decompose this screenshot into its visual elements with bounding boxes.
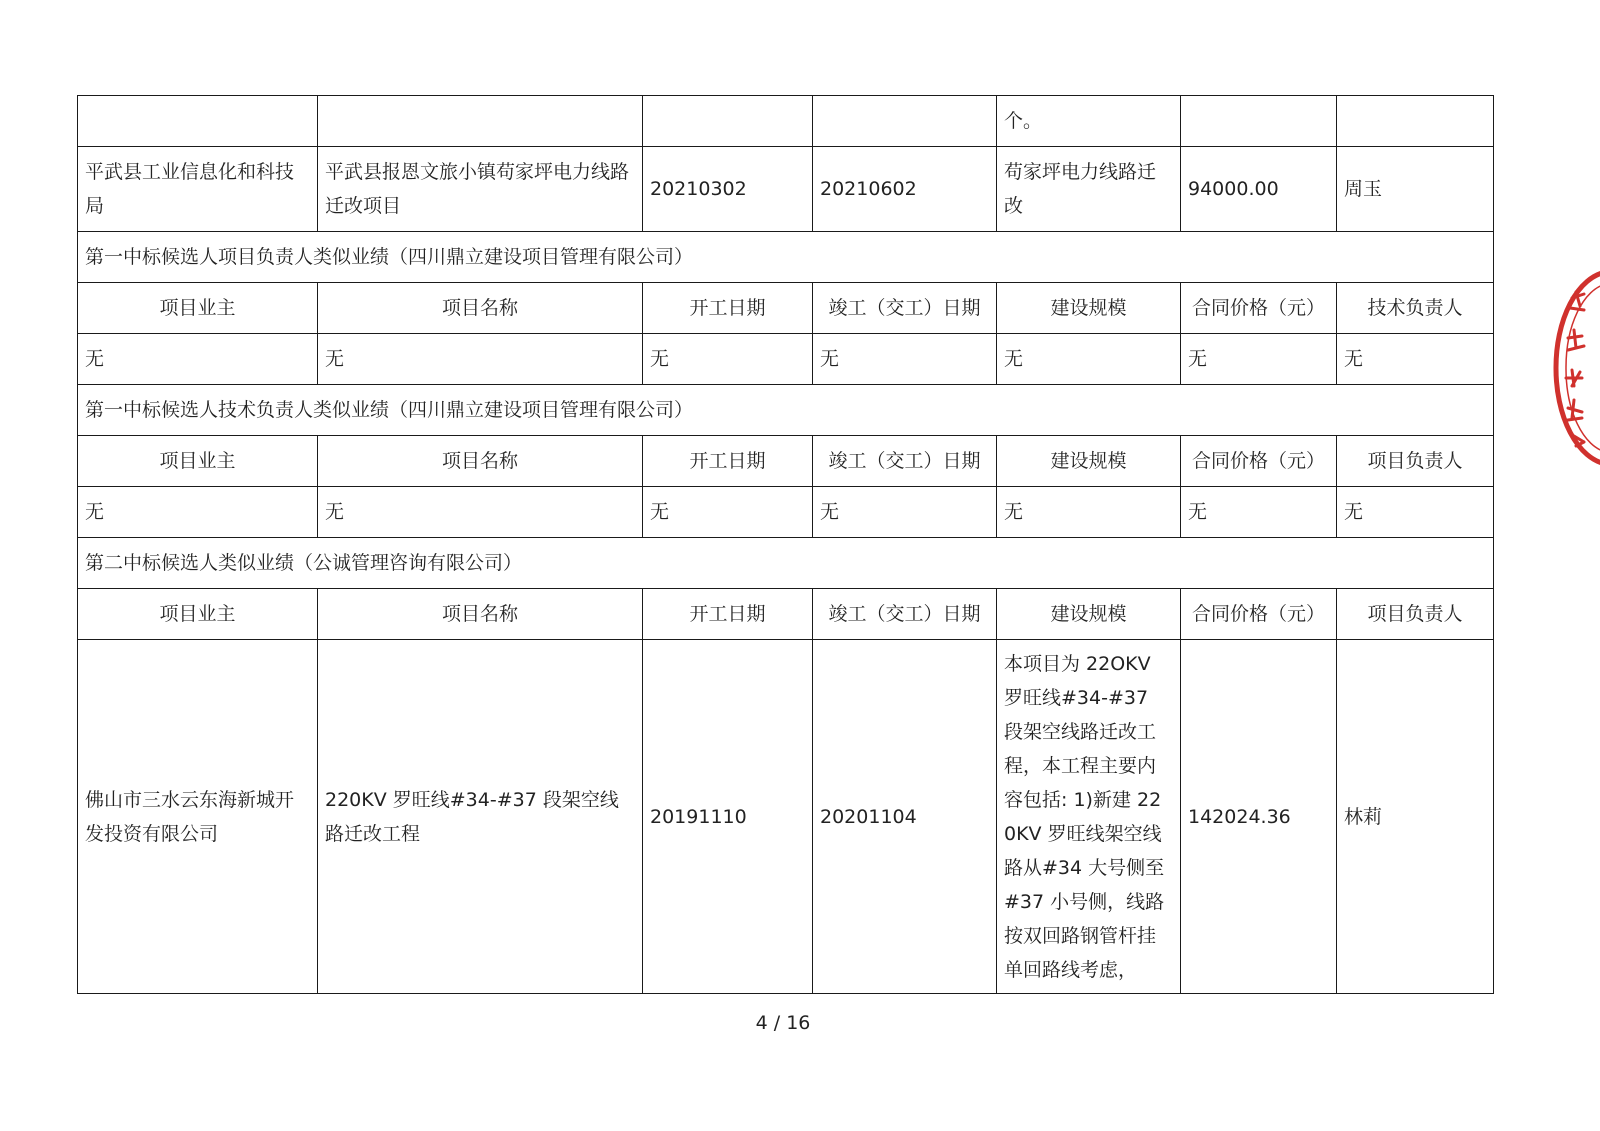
scale-cell: 苟家坪电力线路迁改	[997, 147, 1181, 232]
table-cell: 无	[643, 334, 813, 385]
table-cell	[318, 96, 643, 147]
table-cell: 无	[997, 487, 1181, 538]
end-date-cell: 20201104	[813, 640, 997, 994]
lead-cell: 林莉	[1337, 640, 1494, 994]
performance-table	[77, 95, 1494, 994]
column-header: 项目名称	[318, 283, 643, 334]
section-heading-row	[78, 385, 1494, 436]
table-cell: 无	[318, 487, 643, 538]
column-header: 项目负责人	[1337, 589, 1494, 640]
table-cell: 无	[1337, 487, 1494, 538]
start-date-cell: 20210302	[643, 147, 813, 232]
column-header: 竣工（交工）日期	[813, 283, 997, 334]
project-owner-cell: 平武县工业信息化和科技局	[78, 147, 318, 232]
project-name-cell: 220KV 罗旺线#34-#37 段架空线路迁改工程	[318, 640, 643, 994]
column-header: 项目业主	[78, 589, 318, 640]
section-heading-row	[78, 232, 1494, 283]
table-cell: 无	[813, 487, 997, 538]
section-title: 第一中标候选人技术负责人类似业绩（四川鼎立建设项目管理有限公司）	[78, 385, 1494, 436]
table-header-row	[78, 283, 1494, 334]
column-header: 建设规模	[997, 436, 1181, 487]
table-cell: 无	[78, 487, 318, 538]
table-row	[78, 640, 1494, 994]
column-header: 开工日期	[643, 283, 813, 334]
column-header: 合同价格（元）	[1181, 589, 1337, 640]
seal-graphic	[1546, 268, 1600, 468]
column-header: 开工日期	[643, 589, 813, 640]
section-title: 第一中标候选人项目负责人类似业绩（四川鼎立建设项目管理有限公司）	[78, 232, 1494, 283]
price-cell: 94000.00	[1181, 147, 1337, 232]
table-cell: 无	[997, 334, 1181, 385]
column-header: 项目业主	[78, 283, 318, 334]
table-cell: 无	[78, 334, 318, 385]
column-header: 合同价格（元）	[1181, 283, 1337, 334]
table-cell: 无	[1181, 334, 1337, 385]
column-header: 项目名称	[318, 436, 643, 487]
table-cell	[643, 96, 813, 147]
page-number: 4 / 16	[755, 1012, 811, 1034]
column-header: 项目负责人	[1337, 436, 1494, 487]
price-cell: 142024.36	[1181, 640, 1337, 994]
table-row	[78, 96, 1494, 147]
lead-cell: 周玉	[1337, 147, 1494, 232]
section-title: 第二中标候选人类似业绩（公诚管理咨询有限公司）	[78, 538, 1494, 589]
project-name-cell: 平武县报恩文旅小镇苟家坪电力线路迁改项目	[318, 147, 643, 232]
column-header: 合同价格（元）	[1181, 436, 1337, 487]
column-header: 项目名称	[318, 589, 643, 640]
table-cell	[1337, 96, 1494, 147]
column-header: 建设规模	[997, 589, 1181, 640]
table-cell	[78, 96, 318, 147]
project-owner-cell: 佛山市三水云东海新城开发投资有限公司	[78, 640, 318, 994]
table-cell: 无	[318, 334, 643, 385]
table-cell: 个。	[997, 96, 1181, 147]
table-row	[78, 334, 1494, 385]
column-header: 技术负责人	[1337, 283, 1494, 334]
column-header: 项目业主	[78, 436, 318, 487]
red-seal-icon	[1546, 268, 1600, 468]
table-cell: 无	[1181, 487, 1337, 538]
column-header: 竣工（交工）日期	[813, 436, 997, 487]
table-cell	[1181, 96, 1337, 147]
table-row	[78, 487, 1494, 538]
column-header: 建设规模	[997, 283, 1181, 334]
table-cell: 无	[813, 334, 997, 385]
column-header: 竣工（交工）日期	[813, 589, 997, 640]
scale-cell: 本项目为 22OKV 罗旺线#34-#37 段架空线路迁改工程，本工程主要内容包括: 1)新建 220KV 罗旺线架空线路从#34 大号侧至#37 小号侧，线路按双回路钢管杆挂单回路线考虑，	[997, 640, 1181, 994]
end-date-cell: 20210602	[813, 147, 997, 232]
table-cell: 无	[643, 487, 813, 538]
table-header-row	[78, 589, 1494, 640]
table-row	[78, 147, 1494, 232]
table-cell: 无	[1337, 334, 1494, 385]
table-cell	[813, 96, 997, 147]
section-heading-row	[78, 538, 1494, 589]
table-header-row	[78, 436, 1494, 487]
column-header: 开工日期	[643, 436, 813, 487]
start-date-cell: 20191110	[643, 640, 813, 994]
